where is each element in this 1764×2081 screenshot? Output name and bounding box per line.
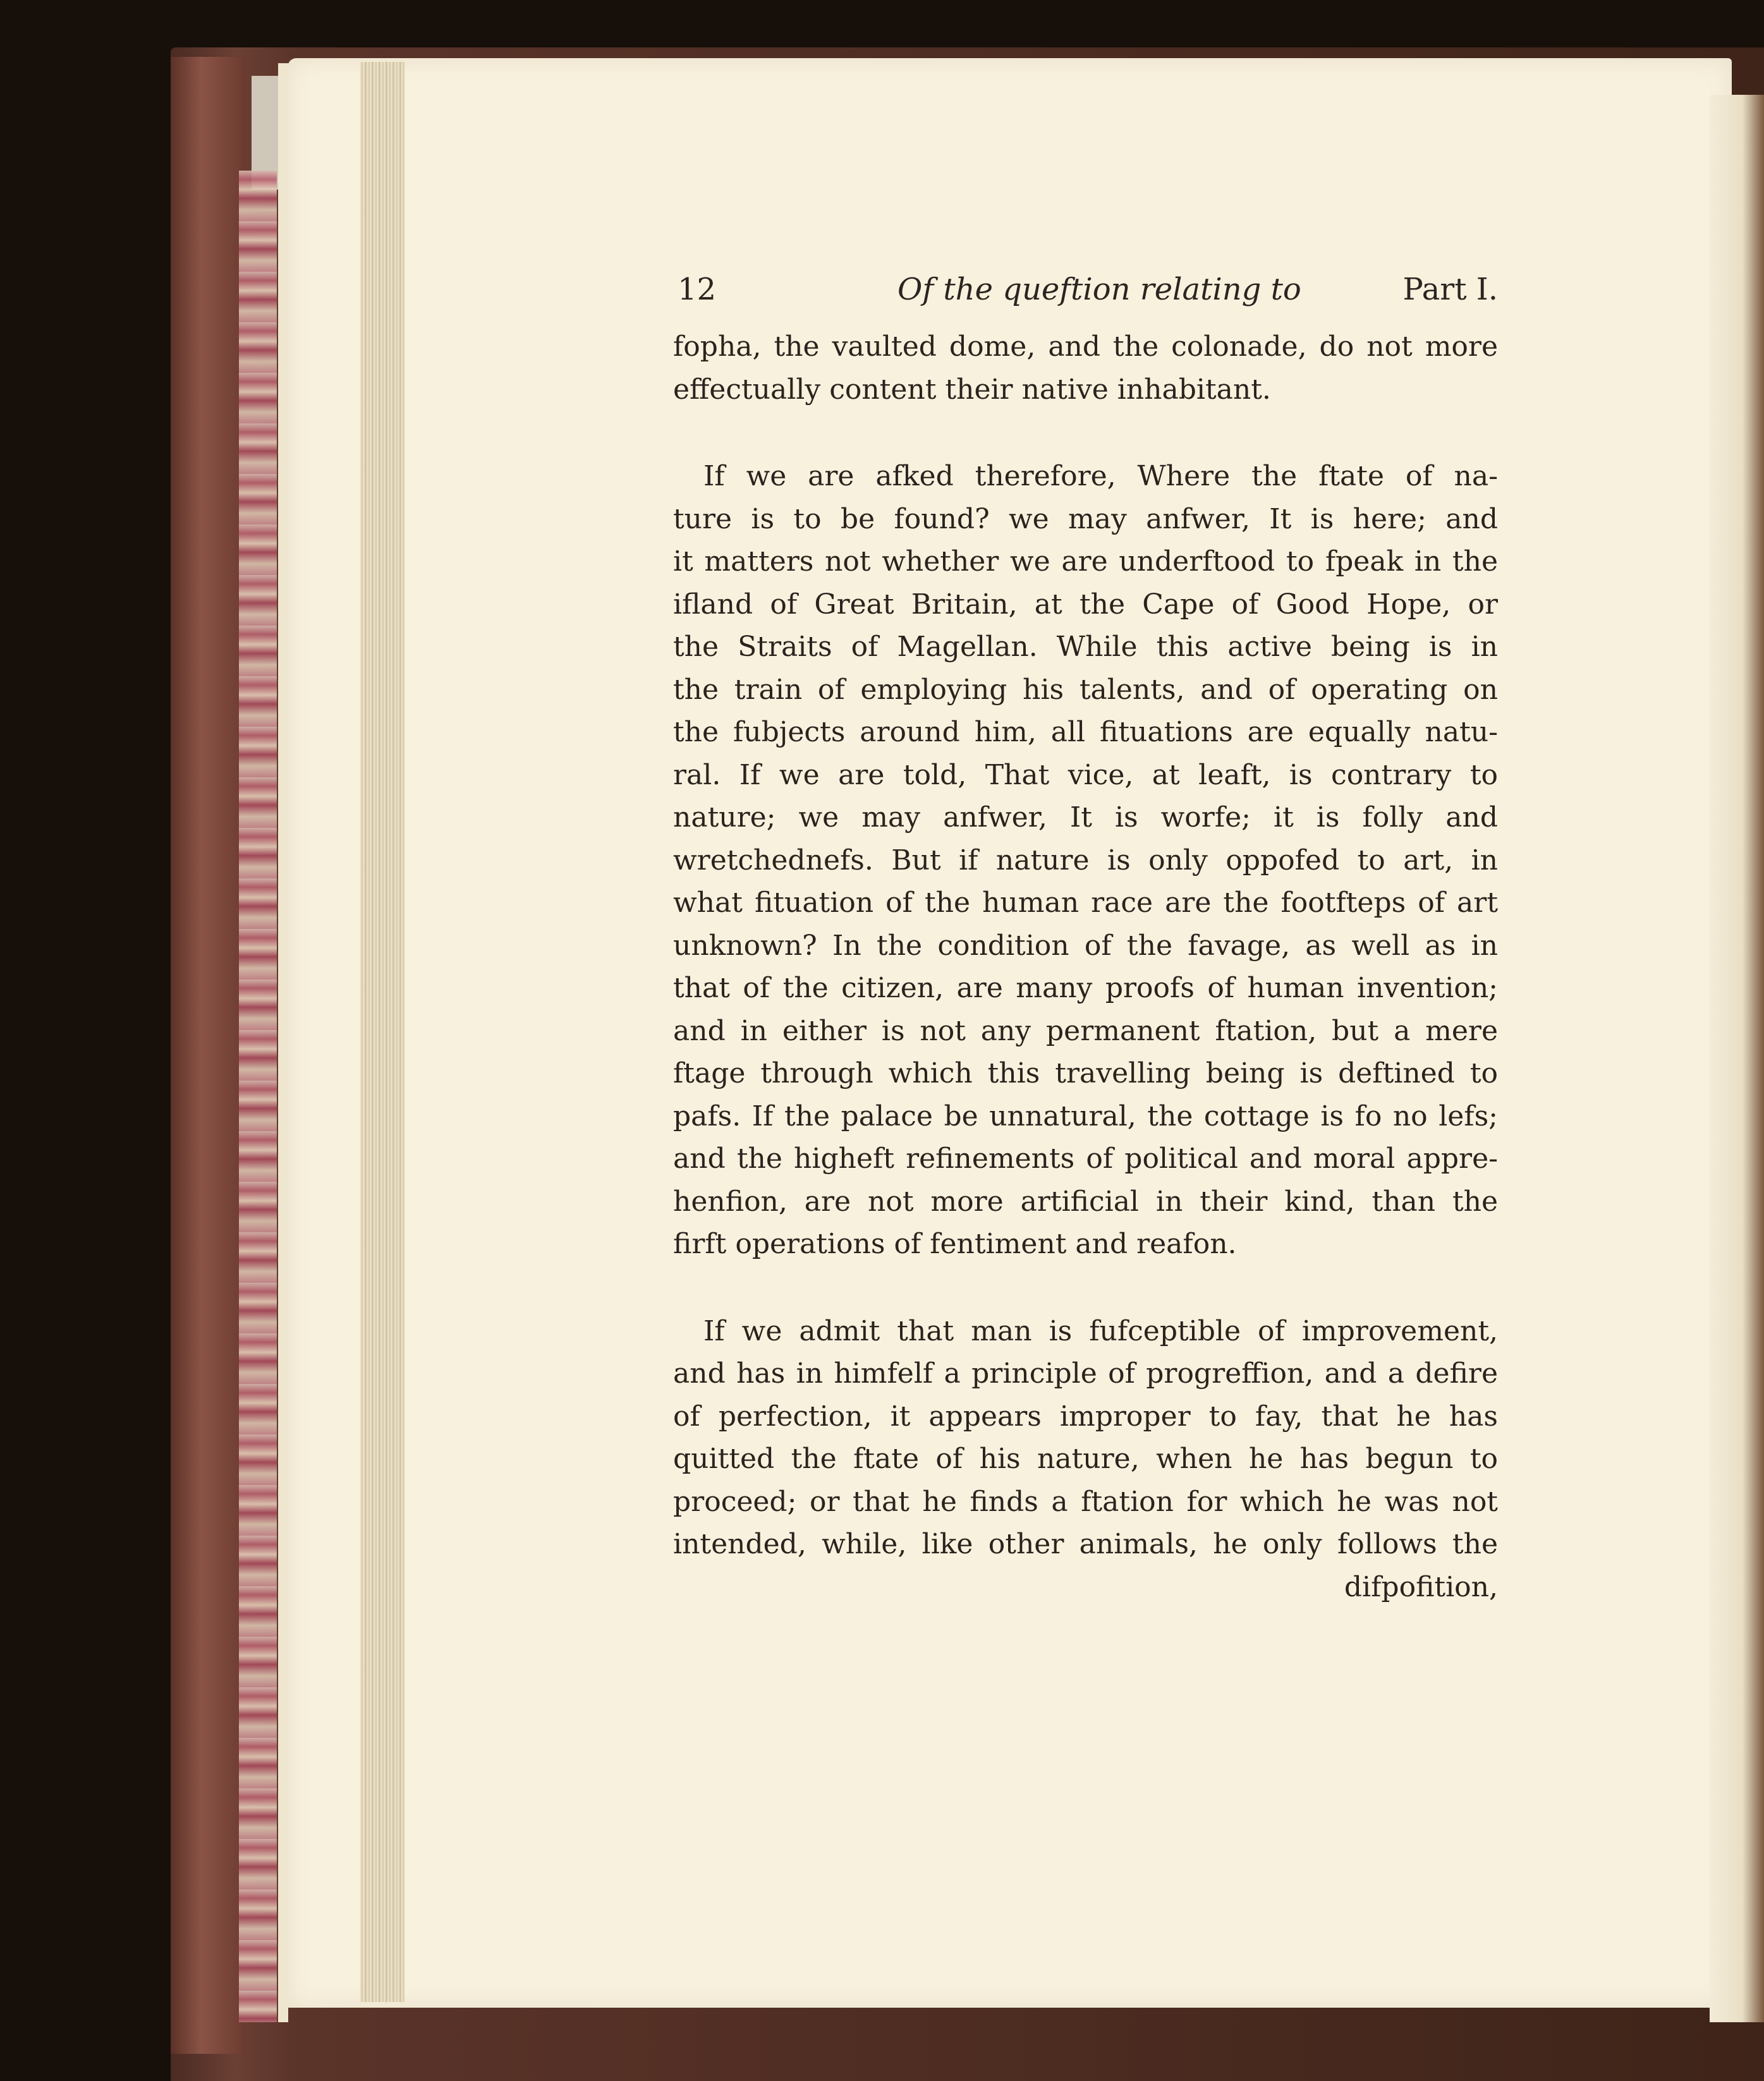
- text-line: fopha, the vaulted dome, and the colonade, do not more: [673, 331, 1498, 363]
- text-line: nature; we may anfwer, It is worfe; it is folly and: [673, 801, 1498, 834]
- text-line: ture is to be found? we may anfwer, It is here; and: [673, 502, 1498, 535]
- text-line: henfion, are not more artificial in their kind, than the: [673, 1185, 1498, 1218]
- text-line: If we are afked therefore, Where the ftate of na-: [703, 460, 1498, 492]
- text-line: that of the citizen, are many proofs of human invention;: [673, 972, 1498, 1004]
- text-line: what fituation of the human race are the footfteps of art: [673, 887, 1498, 919]
- text-line: ral. If we are told, That vice, at leaft, is contrary to: [673, 758, 1498, 791]
- paragraph: [673, 498, 1498, 1266]
- paragraph: [673, 1352, 1498, 1566]
- text-line: and in either is not any permanent ftation, but a mere: [673, 1014, 1498, 1047]
- text-line: of perfection, it appears improper to fay, that he has: [673, 1400, 1498, 1433]
- facing-page-edge: [1710, 95, 1764, 2022]
- paragraph-gap: [673, 411, 1498, 455]
- paragraph: [673, 325, 1498, 411]
- marbled-endpaper: [239, 171, 277, 2022]
- catchword: difpofition,: [1344, 1570, 1498, 1603]
- text-line: proceed; or that he finds a ftation for which he was not: [673, 1485, 1498, 1518]
- text-line: pafs. If the palace be unnatural, the cottage is fo no lefs;: [673, 1100, 1498, 1132]
- page-text: [673, 325, 1498, 1608]
- text-line: firft operations of fentiment and reafon.: [673, 1228, 1237, 1260]
- page-edge: [278, 63, 288, 2022]
- text-line: the train of employing his talents, and of operating on: [673, 673, 1498, 706]
- text-line: the Straits of Magellan. While this active being is in: [673, 631, 1498, 663]
- cover-board-edge: [171, 57, 246, 2054]
- text-line: and has in himfelf a principle of progreffion, and a defire: [673, 1357, 1498, 1390]
- text-line: the fubjects around him, all fituations are equally natu-: [673, 716, 1498, 748]
- text-line: it matters not whether we are underftood to fpeak in the: [673, 545, 1498, 578]
- paragraph: [673, 455, 1498, 498]
- text-line: unknown? In the condition of the favage, as well as in: [673, 929, 1498, 962]
- text-line: wretchednefs. But if nature is only oppofed to art, in: [673, 844, 1498, 877]
- text-line: effectually content their native inhabitant.: [673, 373, 1271, 406]
- text-line: quitted the ftate of his nature, when he has begun to: [673, 1443, 1498, 1475]
- text-line: If we admit that man is fufceptible of improvement,: [703, 1314, 1498, 1347]
- part-label: Part I.: [1402, 272, 1498, 307]
- text-line: intended, while, like other animals, he only follows the: [673, 1528, 1498, 1560]
- running-header: [670, 272, 1504, 316]
- text-line: ifland of Great Britain, at the Cape of Good Hope, or: [673, 588, 1498, 621]
- paragraph: [673, 1310, 1498, 1353]
- paragraph-gap: [673, 1266, 1498, 1310]
- text-line: ftage through which this travelling being is deftined to: [673, 1057, 1498, 1089]
- page-number: 12: [678, 272, 717, 307]
- running-title: Of the queftion relating to: [897, 272, 1301, 307]
- page-gutter: [360, 62, 405, 2002]
- text-line: and the higheft refinements of political and moral appre-: [673, 1143, 1498, 1175]
